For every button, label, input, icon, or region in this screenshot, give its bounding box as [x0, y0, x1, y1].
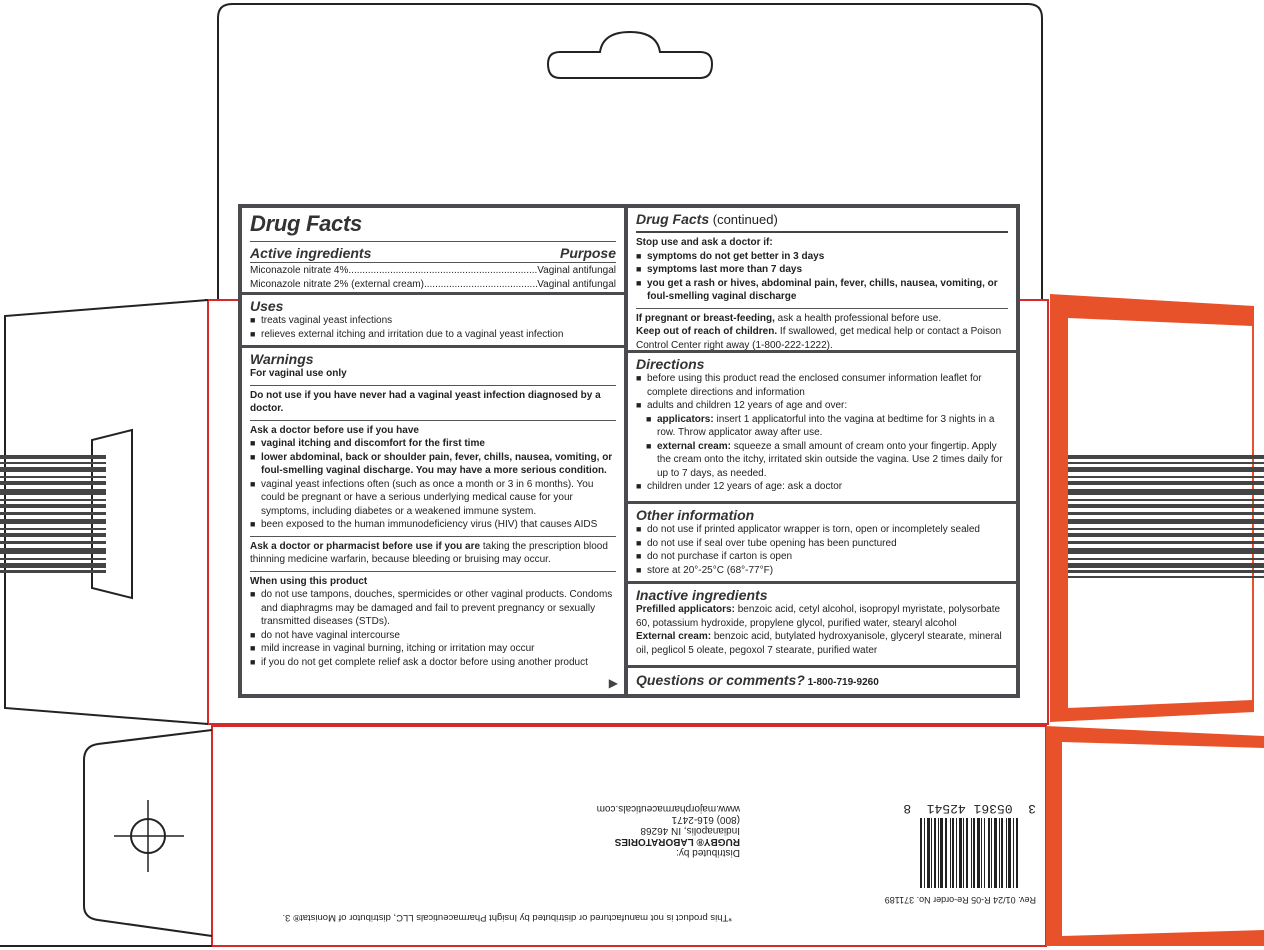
list-item: ■ been exposed to the human immunodeficiency virus (HIV) that causes AIDS — [250, 519, 598, 530]
list-item: ■ external cream: squeeze a small amount of cream onto your fingertip. Apply the cream onto the itchy, irritated skin outside the vagina. Use 2 times daily for up to 7 days, as needed. — [646, 440, 1003, 479]
distributed-by: Distributed by: — [676, 847, 740, 858]
list-item: ■ do not purchase if carton is open — [636, 551, 793, 562]
company-website: www.majorpharmaceuticals.com — [596, 803, 740, 814]
list-item: ■ symptoms do not get better in 3 days — [636, 250, 825, 262]
reorder-number: Rev. 01/24 R-05 Re-order No. 371189 — [884, 895, 1036, 905]
company-name: RUGBY® LABORATORIES — [614, 836, 740, 847]
active-row: Miconazole nitrate 2% (external cream) ..... Vaginal antifungal — [250, 278, 616, 292]
directions-box — [628, 353, 1016, 501]
list-item: ■ symptoms last more than 7 days — [636, 264, 803, 275]
active-ingredients-box — [242, 208, 624, 292]
active-ingredients-header: Active ingredients — [250, 245, 372, 261]
list-item: ■ vaginal yeast infections often (such as once a month or 3 in 6 months). You could be pregnant or have a serious underlying medical cause for your symptoms, including diabetes or a weakened immune system. — [250, 478, 594, 517]
company-city: Indianapolis, IN 46268 — [640, 825, 740, 836]
list-item: ■ do not use if seal over tube opening has been punctured — [636, 537, 897, 549]
other-info-box — [628, 504, 1016, 581]
barcode-number: 3 05361 42541 8 — [903, 801, 1036, 816]
inactive-applicators: Prefilled applicators: benzoic acid, cetyl alcohol, isopropyl myristate, polysorbate 60, potassium hydroxide, propylene glycol, purified water, stearyl alcohol — [636, 604, 1001, 629]
list-item: ■ adults and children 12 years of age and over: — [636, 400, 848, 411]
stop-use-title: Stop use and ask a doctor if: — [636, 237, 773, 248]
list-item: ■ store at 20°-25°C (68°-77°F) — [636, 564, 774, 576]
list-item: ■ do not use if printed applicator wrapper is torn, open or incompletely sealed — [636, 524, 980, 535]
list-item: ■ you get a rash or hives, abdominal pain, fever, chills, nausea, vomiting, or foul-smelling vaginal discharge — [636, 277, 998, 302]
list-item: ■ treats vaginal yeast infections — [250, 315, 393, 326]
list-item: ■ lower abdominal, back or shoulder pain, fever, chills, nausea, vomiting, or foul-smelling vaginal discharge. You may have a more serious condition. — [250, 451, 613, 476]
warnings-subtitle: For vaginal use only — [250, 368, 347, 379]
ask-doctor-title: Ask a doctor before use if you have — [250, 424, 419, 436]
warnings-box — [242, 348, 624, 694]
do-not-use: Do not use if you have never had a vaginal yeast infection diagnosed by a doctor. — [250, 389, 601, 414]
list-item: ■ vaginal itching and discomfort for the first time — [250, 438, 485, 449]
list-item: ■ do not have vaginal intercourse — [250, 629, 400, 641]
list-item: ■ before using this product read the enclosed consumer information leaflet for complete directions and information — [636, 373, 982, 398]
drug-facts-title: Drug Facts — [250, 211, 362, 236]
list-item: ■ do not use tampons, douches, spermicides or other vaginal products. Condoms and diaphragms may be damaged and fail to prevent pregnancy or sexually transmitted diseases (STDs). — [250, 589, 613, 627]
continued-box — [628, 208, 1016, 350]
drug-facts-panel — [238, 204, 1020, 698]
barcode — [856, 818, 1018, 888]
continued-title: Drug Facts (continued) — [636, 211, 778, 227]
other-info-title: Other information — [636, 507, 755, 523]
uses-title: Uses — [250, 298, 284, 314]
warnings-title: Warnings — [250, 351, 314, 367]
purpose-header: Purpose — [559, 245, 616, 261]
list-item: ■ if you do not get complete relief ask a doctor before using another product — [250, 656, 588, 668]
list-item: ■ mild increase in vaginal burning, itching or irritation may occur — [250, 643, 535, 654]
distributor-block — [540, 800, 740, 858]
disclaimer: *This product is not manufactured or distributed by Insight Pharmaceuticals LLC, distributor of Monistat® 3. — [282, 912, 732, 923]
list-item: ■ applicators: insert 1 applicatorful into the vagina at bedtime for 3 nights in a row. Throw applicator away after use. — [646, 413, 995, 438]
inactive-cream: External cream: benzoic acid, butylated hydroxyanisole, glyceryl stearate, mineral oil, peglicol 5 oleate, pegoxol 7 stearate, purified water — [636, 631, 1002, 656]
ask-pharmacist: Ask a doctor or pharmacist before use if you are taking the prescription blood thinning medicine warfarin, because bleeding or bruising may occur. — [250, 540, 608, 565]
list-item: ■ relieves external itching and irritation due to a vaginal yeast infection — [250, 328, 564, 340]
directions-title: Directions — [636, 356, 705, 372]
inactive-ingredients-box — [628, 584, 1016, 665]
when-using-title: When using this product — [250, 575, 368, 587]
keep-out-warning: Keep out of reach of children. If swallowed, get medical help or contact a Poison Control Center right away (1-800-222-1222). — [636, 326, 1002, 351]
company-phone: (800) 616-2471 — [671, 814, 740, 825]
continue-arrow-icon: ▶ — [608, 676, 618, 690]
pregnant-warning: If pregnant or breast-feeding, ask a health professional before use. — [636, 312, 942, 324]
barcode-block — [856, 766, 1036, 906]
questions-box: Questions or comments? 1-800-719-9260 — [628, 668, 1016, 694]
uses-box — [242, 295, 624, 345]
active-row: Miconazole nitrate 4% ..... Vaginal antifungal — [250, 264, 616, 278]
list-item: ■ children under 12 years of age: ask a doctor — [636, 481, 843, 492]
inactive-title: Inactive ingredients — [636, 587, 768, 603]
